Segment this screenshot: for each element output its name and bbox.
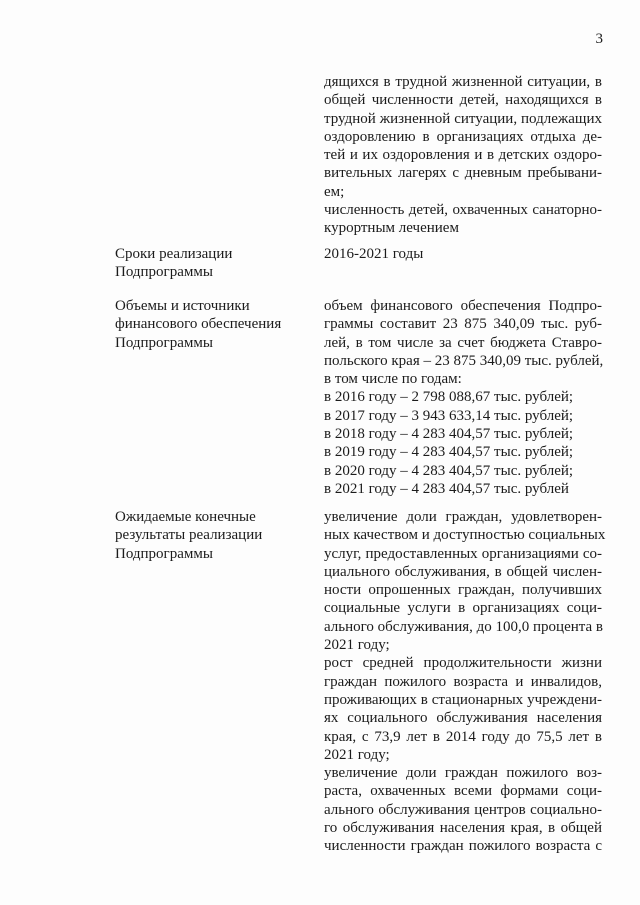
text-line: 2016-2021 годы <box>324 246 424 262</box>
text-line: ального обслуживания, до 100,0 процента в <box>324 618 603 635</box>
section-label-expected-results <box>115 508 315 563</box>
text-line: увеличение доли граждан пожилого воз- <box>324 765 602 782</box>
label-line: Сроки реализации <box>115 246 233 262</box>
label-line: Ожидаемые конечные <box>115 509 256 525</box>
label-line: Подпрограммы <box>115 264 213 281</box>
text-line: в 2019 году – 4 283 404,57 тыс. рублей; <box>324 444 574 461</box>
section-value-implementation-period <box>324 245 602 263</box>
text-line: ем; <box>324 183 345 200</box>
text-line: услуг, предоставленных организациями со- <box>324 545 602 562</box>
text-line: рост средней продолжительности жизни <box>324 655 602 672</box>
text-line: численности граждан пожилого возраста с <box>324 838 602 855</box>
text-line: трудной жизненной ситуации, подлежащих <box>324 110 602 127</box>
text-line: в 2018 году – 4 283 404,57 тыс. рублей; <box>324 426 574 443</box>
text-line: в том числе по годам: <box>324 371 462 388</box>
text-line: 2021 году; <box>324 746 390 763</box>
text-line: циального обслуживания, в общей числен- <box>324 563 602 580</box>
text-line: оздоровлению в организациях отдыха де- <box>324 128 602 145</box>
text-line: ях социального обслуживания населения <box>324 710 602 727</box>
text-line: численность детей, охваченных санаторно- <box>324 202 602 219</box>
text-line: го обслуживания населения края, в общей <box>324 820 602 837</box>
text-line: вительных лагерях с дневным пребывани- <box>324 165 602 182</box>
page-number: 3 <box>595 31 603 47</box>
text-line: польского края – 23 875 340,09 тыс. рублей, <box>324 352 604 369</box>
text-line: граждан пожилого возраста и инвалидов, <box>324 673 602 690</box>
text-line: в 2021 году – 4 283 404,57 тыс. рублей <box>324 480 569 497</box>
section-label-financing <box>115 297 315 352</box>
text-line: раста, охваченных всеми формами соци- <box>324 783 602 800</box>
text-line: края, с 73,9 лет в 2014 году до 75,5 лет в <box>324 728 602 745</box>
text-line: ального обслуживания центров социально- <box>324 801 602 818</box>
text-line: объем финансового обеспечения Подпро- <box>324 298 602 314</box>
continuation-text-block <box>324 73 602 238</box>
text-line: в 2016 году – 2 798 088,67 тыс. рублей; <box>324 389 574 406</box>
label-line: Подпрограммы <box>115 545 213 562</box>
section-value-expected-results <box>324 508 606 856</box>
label-line: Подпрограммы <box>115 334 213 351</box>
text-line: дящихся в трудной жизненной ситуации, в <box>324 74 602 90</box>
label-line: финансового обеспечения <box>115 316 282 333</box>
text-line: общей численности детей, находящихся в <box>324 92 602 109</box>
text-line: ности опрошенных граждан, получивших <box>324 582 602 599</box>
text-line: тей и их оздоровления и в детских оздоро- <box>324 147 602 164</box>
text-line: социальные услуги в организациях соци- <box>324 600 602 617</box>
text-line: в 2020 году – 4 283 404,57 тыс. рублей; <box>324 462 574 479</box>
text-line: лей, в том числе за счет бюджета Ставро- <box>324 334 602 351</box>
label-line: результаты реализации <box>115 527 263 544</box>
text-line: проживающих в стационарных учреждени- <box>324 691 602 708</box>
text-line: граммы составит 23 875 340,09 тыс. руб- <box>324 316 602 333</box>
section-value-financing <box>324 297 602 498</box>
section-label-implementation-period <box>115 245 315 282</box>
label-line: Объемы и источники <box>115 298 250 314</box>
text-line: увеличение доли граждан, удовлетворен- <box>324 509 602 525</box>
text-line: курортным лечением <box>324 220 459 237</box>
text-line: ных качеством и доступностью социальных <box>324 527 606 544</box>
text-line: в 2017 году – 3 943 633,14 тыс. рублей; <box>324 407 574 424</box>
text-line: 2021 году; <box>324 637 390 654</box>
